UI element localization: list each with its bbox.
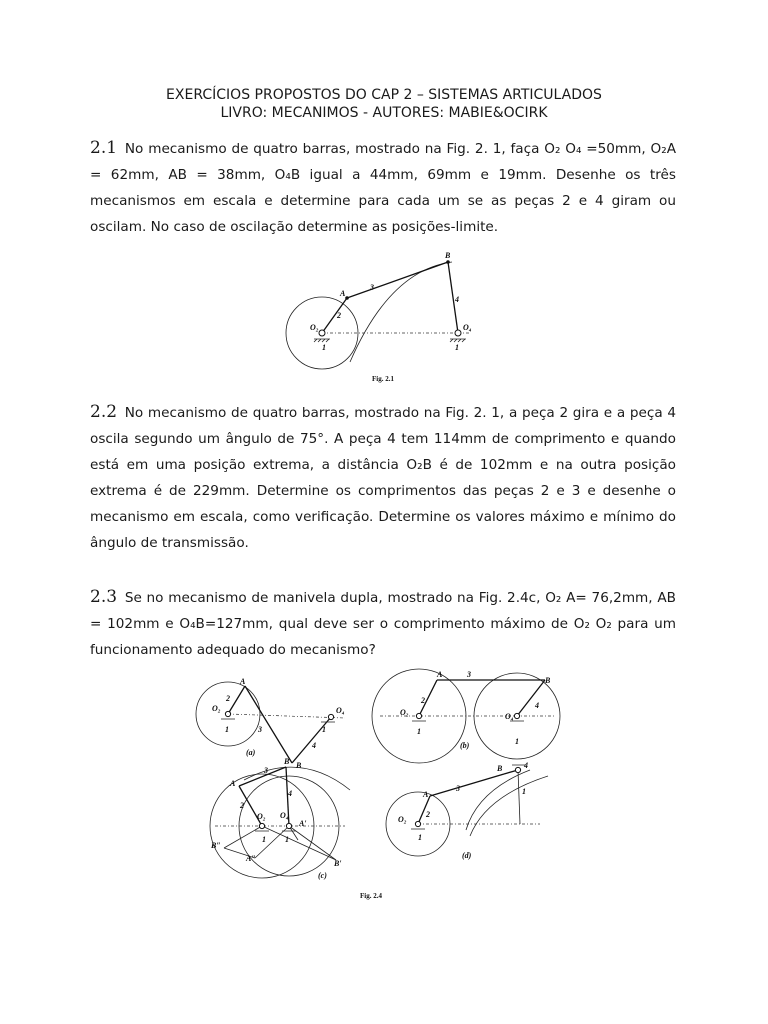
exercise-text: No mecanismo de quatro barras, mostrado na Fig. 2. 1, faça O₂ O₄ =50mm, O₂A = 62mm, AB = 38mm, O₄B igual a 44mm, 69mm e 19mm. Desenhe os três mecanismos em escala e determine para cada um se as peças 2 e 4 giram ou oscilam. No caso de oscilação determine as posições-limite. xyxy=(90,141,677,235)
fig24c-label-2: 2 xyxy=(240,801,244,810)
exercise-number: 2.3 xyxy=(90,587,118,607)
fig24c-label-b: B xyxy=(284,757,290,766)
exercise-text: Se no mecanismo de manivela dupla, mostrado na Fig. 2.4c, O₂ A= 76,2mm, AB = 102mm e O₄B=127mm, qual deve ser o comprimento máximo de O₂ O₂ para um funcionamento adequado do mecanismo? xyxy=(90,590,676,658)
fig24c-label-a: A xyxy=(230,779,236,788)
fig24c-label-4: 4 xyxy=(288,789,292,798)
fig24-caption: Fig. 2.4 xyxy=(360,892,382,900)
document-title: EXERCÍCIOS PROPOSTOS DO CAP 2 – SISTEMAS ARTICULADOS xyxy=(166,87,602,103)
fig24b-label-1: 1 xyxy=(417,727,421,736)
fig24b-label-3: 3 xyxy=(467,670,471,679)
fig24b-label-1b: 1 xyxy=(515,737,519,746)
exercise-2-1 xyxy=(90,135,676,240)
fig24d-label-3: 3 xyxy=(456,784,460,793)
fig24c-label-o2: O₂ xyxy=(257,812,266,821)
fig24b-label-o4: O₄ xyxy=(505,712,514,721)
fig21-label-2: 2 xyxy=(337,311,341,320)
fig24b-label-o2: O₂ xyxy=(400,708,409,717)
exercise-text: No mecanismo de quatro barras, mostrado na Fig. 2. 1, a peça 2 gira e a peça 4 oscila segundo um ângulo de 75°. A peça 4 tem 114mm de comprimento e quando está em uma posição extrema, a distância O₂B é de 102mm e na outra posição extrema é de 229mm. Determine os comprimentos das peças 2 e 3 e desenhe o mecanismo em escala, como verificação. Determine os valores máximo e mínimo do ângulo de transmissão. xyxy=(90,405,676,551)
figure-2-4 xyxy=(190,664,570,904)
fig24-panel-b xyxy=(372,669,560,763)
fig24d-label-2: 2 xyxy=(426,810,430,819)
fig24d-label-4: 4 xyxy=(524,761,528,770)
fig24d-label-1b: 1 xyxy=(522,787,526,796)
fig24a-tag: (a) xyxy=(246,748,256,757)
exercise-number: 2.1 xyxy=(90,138,118,158)
fig24a-label-3: 3 xyxy=(258,725,262,734)
fig24-panel-c xyxy=(210,757,350,880)
fig24c-tag: (c) xyxy=(318,871,327,880)
exercise-number: 2.2 xyxy=(90,402,118,422)
fig24b-label-4: 4 xyxy=(535,701,539,710)
fig24d-label-o2: O₂ xyxy=(398,815,407,824)
fig24a-label-2: 2 xyxy=(226,694,230,703)
fig24a-label-o4: O₄ xyxy=(336,706,345,715)
fig21-label-o4: O₄ xyxy=(463,323,472,332)
fig24a-label-o2: O₂ xyxy=(212,704,221,713)
fig24-panel-d xyxy=(386,761,548,860)
fig24b-label-a: A xyxy=(437,670,443,679)
fig24a-label-1: 1 xyxy=(225,725,229,734)
fig24d-label-1: 1 xyxy=(418,833,422,842)
fig24c-label-a2: A″ xyxy=(246,854,256,863)
fig21-label-4: 4 xyxy=(455,295,459,304)
fig24c-label-b2: B″ xyxy=(211,841,221,850)
document-subtitle: LIVRO: MECANIMOS - AUTORES: MABIE&OCIRK xyxy=(220,105,548,121)
fig24c-label-b1: B′ xyxy=(334,859,342,868)
fig21-label-1a: 1 xyxy=(322,343,326,352)
fig24c-label-1b: 1 xyxy=(285,835,289,844)
fig24a-label-4: 4 xyxy=(312,741,316,750)
fig24c-label-o4: O₄ xyxy=(280,811,289,820)
fig24a-label-1b: 1 xyxy=(322,725,326,734)
fig24-panel-a xyxy=(196,677,345,770)
fig21-label-o2: O₂ xyxy=(310,323,319,332)
fig24c-label-1: 1 xyxy=(262,835,266,844)
fig21-label-3: 3 xyxy=(370,283,374,292)
fig24a-label-a: A xyxy=(240,677,246,686)
figure-2-1 xyxy=(280,250,480,390)
fig24b-label-2: 2 xyxy=(421,696,425,705)
fig24b-tag: (b) xyxy=(460,741,470,750)
fig24d-label-a: A xyxy=(423,790,429,799)
fig24a-label-b: B xyxy=(296,761,302,770)
exercise-2-2 xyxy=(90,399,676,556)
fig24c-label-3: 3 xyxy=(264,766,268,775)
fig24b-label-b: B xyxy=(545,676,551,685)
fig24d-label-b: B xyxy=(497,764,503,773)
fig21-label-a: A xyxy=(340,289,346,298)
fig24c-label-a1: A′ xyxy=(299,819,307,828)
fig21-caption: Fig. 2.1 xyxy=(372,375,394,383)
fig21-label-1b: 1 xyxy=(455,343,459,352)
fig21-label-b: B xyxy=(445,251,451,260)
exercise-2-3 xyxy=(90,584,676,663)
fig24d-tag: (d) xyxy=(462,851,472,860)
